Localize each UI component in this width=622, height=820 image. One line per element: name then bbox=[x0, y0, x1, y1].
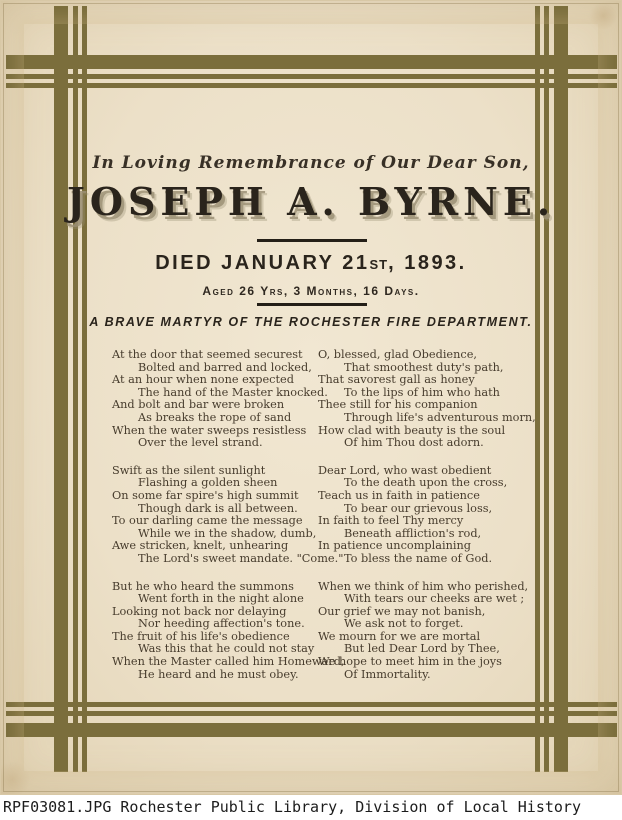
poem-line: Of him Thou dost adorn. bbox=[344, 436, 484, 450]
poem-stanza bbox=[112, 348, 328, 450]
border-band-right-thick bbox=[554, 6, 568, 772]
poem-line: Beneath affliction's rod, bbox=[344, 526, 482, 540]
poem-line: Of Immortality. bbox=[344, 667, 431, 681]
poem-line: O, blessed, glad Obedience, bbox=[318, 348, 477, 361]
poem-line: Looking not back nor delaying bbox=[112, 604, 287, 618]
poem-line: And bolt and bar were broken bbox=[112, 398, 285, 412]
poem-line: Went forth in the night alone bbox=[138, 592, 304, 606]
divider-rule-top bbox=[257, 239, 367, 242]
poem-line: Thee still for his companion bbox=[318, 398, 478, 412]
poem-stanza bbox=[318, 465, 524, 566]
poem-line: At the door that seemed securest bbox=[112, 348, 303, 361]
poem-stanza bbox=[112, 463, 344, 566]
poem-line: In patience uncomplaining bbox=[318, 539, 471, 553]
poem-line: While we in the shadow, dumb, bbox=[138, 526, 317, 540]
poem-line: With tears our cheeks are wet ; bbox=[344, 592, 525, 606]
age-line: Aged 26 Yrs, 3 Months, 16 Days. bbox=[202, 284, 420, 298]
poem-line: That smoothest duty's path, bbox=[344, 360, 504, 374]
border-band-right-thin-2 bbox=[535, 6, 540, 772]
border-band-top-thick bbox=[6, 55, 617, 69]
poem-line: To the death upon the cross, bbox=[344, 476, 508, 490]
poem-line: Swift as the silent sunlight bbox=[112, 463, 266, 477]
poem-line: But led Dear Lord by Thee, bbox=[344, 642, 500, 656]
border-band-top-thin-2 bbox=[6, 83, 617, 88]
poem-line: We mourn for we are mortal bbox=[318, 629, 481, 643]
poem-line: To the lips of him who hath bbox=[344, 385, 500, 399]
poem-line: We ask not to forget. bbox=[344, 617, 464, 631]
poem-line: As breaks the rope of sand bbox=[138, 410, 292, 424]
poem-line: Was this that he could not stay bbox=[138, 642, 315, 656]
border-band-bottom-thin-2 bbox=[6, 702, 617, 707]
poem-column-left bbox=[112, 348, 345, 696]
poem-line: In faith to feel Thy mercy bbox=[318, 514, 464, 528]
poem-line: The hand of the Master knocked. bbox=[138, 385, 328, 399]
poem-line: That savorest gall as honey bbox=[318, 373, 475, 387]
poem-stanza bbox=[318, 579, 529, 682]
poem-line: Bolted and barred and locked, bbox=[138, 360, 312, 374]
poem-line: How clad with beauty is the soul bbox=[318, 423, 506, 437]
divider-rule-bottom bbox=[257, 303, 367, 306]
poem-line: Awe stricken, knelt, unhearing bbox=[112, 539, 289, 553]
death-date-tail: , 1893. bbox=[388, 252, 467, 274]
poem-stanza bbox=[318, 348, 536, 450]
border-band-bottom-thin-1 bbox=[6, 711, 617, 716]
poem-line: When the Master called him Homeward, bbox=[112, 655, 345, 669]
poem-line: Flashing a golden sheen bbox=[138, 476, 278, 490]
epitaph-line: A BRAVE MARTYR OF THE ROCHESTER FIRE DEPARTMENT. bbox=[89, 315, 533, 329]
border-band-top-thin-1 bbox=[6, 74, 617, 79]
poem-line: He heard and he must obey. bbox=[138, 667, 299, 681]
poem-line: Through life's adventurous morn, bbox=[344, 410, 536, 424]
poem-line: The Lord's sweet mandate. "Come." bbox=[138, 551, 344, 565]
poem-line: When the water sweeps resistless bbox=[112, 423, 307, 437]
dedication-line: In Loving Remembrance of Our Dear Son, bbox=[92, 153, 530, 173]
poem-stanza bbox=[112, 579, 345, 682]
border-band-bottom-thick bbox=[6, 723, 617, 737]
poem-line: To our darling came the message bbox=[112, 514, 303, 528]
poem-line: To bear our grievous loss, bbox=[344, 501, 493, 515]
death-date-ordinal: ST bbox=[369, 257, 389, 272]
poem-line: When we think of him who perished, bbox=[318, 579, 529, 593]
poem-line: Though dark is all between. bbox=[138, 501, 298, 515]
poem-line: We hope to meet him in the joys bbox=[318, 655, 502, 669]
poem-line: Teach us in faith in patience bbox=[318, 488, 480, 502]
archive-caption-text: RPF03081.JPG Rochester Public Library, Division of Local History bbox=[3, 798, 581, 816]
death-date-main: DIED JANUARY 21 bbox=[155, 252, 370, 274]
poem-line: The fruit of his life's obedience bbox=[112, 629, 290, 643]
deceased-name: JOSEPH A. BYRNE. bbox=[66, 179, 556, 224]
poem-line: At an hour when none expected bbox=[112, 373, 294, 387]
poem-line: Dear Lord, who wast obedient bbox=[318, 463, 492, 477]
poem-line: Our grief we may not banish, bbox=[318, 604, 486, 618]
poem-line: But he who heard the summons bbox=[112, 579, 294, 593]
archive-caption-bar bbox=[0, 795, 622, 820]
border-band-left-thin-1 bbox=[73, 6, 78, 772]
border-band-left-thin-2 bbox=[82, 6, 87, 772]
death-date-line bbox=[0, 252, 622, 275]
border-band-right-thin-1 bbox=[544, 6, 549, 772]
poem-line: Nor heeding affection's tone. bbox=[138, 617, 305, 631]
border-band-left-thick bbox=[54, 6, 68, 772]
poem-line: On some far spire's high summit bbox=[112, 488, 299, 502]
poem-line: To bless the name of God. bbox=[344, 551, 493, 565]
poem-line: Over the level strand. bbox=[138, 436, 263, 450]
poem-column-right bbox=[318, 348, 536, 696]
